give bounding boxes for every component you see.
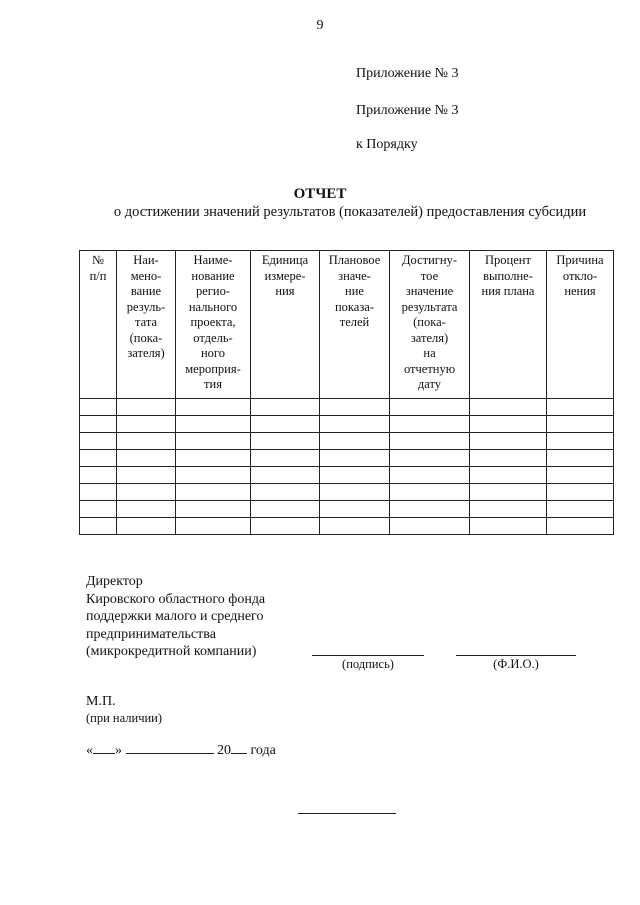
table-cell (390, 484, 470, 501)
table-cell (176, 518, 251, 535)
table-cell (80, 484, 117, 501)
annex-line-1: Приложение № 3 (356, 66, 459, 81)
year-blank (231, 741, 247, 754)
table-cell (320, 416, 390, 433)
table-body (80, 399, 614, 535)
column-header-achieved-value: Достигну- тое значение результата (пока- зателя) на отчетную дату (390, 251, 470, 399)
table-cell (547, 399, 614, 416)
table-row (80, 518, 614, 535)
table-cell (176, 433, 251, 450)
year-suffix: года (250, 743, 276, 758)
table-cell (390, 518, 470, 535)
column-header-number: № п/п (80, 251, 117, 399)
table-cell (320, 450, 390, 467)
bottom-line (298, 813, 396, 814)
table-cell (80, 433, 117, 450)
table-cell (470, 416, 547, 433)
table-cell (176, 484, 251, 501)
table-cell (80, 467, 117, 484)
table-cell (547, 433, 614, 450)
table-cell (320, 399, 390, 416)
table-cell (80, 501, 117, 518)
table-cell (547, 467, 614, 484)
table-cell (117, 416, 176, 433)
table-cell (117, 399, 176, 416)
stamp-label: М.П. (86, 694, 116, 709)
table-cell (547, 518, 614, 535)
table-cell (176, 467, 251, 484)
table-cell (251, 484, 320, 501)
column-header-percent: Процент выполне- ния плана (470, 251, 547, 399)
table-cell (470, 433, 547, 450)
table-cell (251, 518, 320, 535)
column-header-project-name: Наиме- нование регио- нального проекта, отдель- ного мероприя- тия (176, 251, 251, 399)
table-row (80, 433, 614, 450)
month-blank (126, 741, 214, 754)
table-cell (117, 450, 176, 467)
table-cell (390, 399, 470, 416)
table-cell (176, 450, 251, 467)
table-cell (251, 416, 320, 433)
document-subtitle: о достижении значений результатов (показателей) предоставления субсидии (113, 204, 587, 220)
day-blank (93, 741, 115, 754)
column-header-result-name: Наи- мено- вание резуль- тата (пока- зателя) (117, 251, 176, 399)
page-number: 9 (316, 18, 324, 33)
table-row (80, 484, 614, 501)
table-cell (320, 518, 390, 535)
table-cell (547, 484, 614, 501)
table-row (80, 399, 614, 416)
table-cell (320, 501, 390, 518)
stamp-note: (при наличии) (86, 711, 163, 725)
table-cell (117, 484, 176, 501)
table-cell (117, 501, 176, 518)
table-cell (470, 518, 547, 535)
date-open-quote: « (86, 743, 93, 758)
name-caption: (Ф.И.О.) (493, 657, 539, 671)
table-row (80, 416, 614, 433)
table-cell (176, 399, 251, 416)
annex-line-3: к Порядку (356, 137, 418, 152)
table-cell (251, 450, 320, 467)
director-title: Директор Кировского областного фонда поддержки малого и среднего предпринимательства (микрокредитной компании) (86, 574, 266, 659)
table-cell (117, 518, 176, 535)
date-line (86, 741, 276, 759)
table-row (80, 467, 614, 484)
date-close-quote: » (115, 743, 122, 758)
table-row (80, 501, 614, 518)
table-cell (251, 433, 320, 450)
table-cell (547, 416, 614, 433)
annex-line-2: Приложение № 3 (356, 103, 459, 118)
table-cell (176, 416, 251, 433)
table-row (80, 450, 614, 467)
table-cell (80, 416, 117, 433)
table-cell (470, 399, 547, 416)
table-cell (470, 484, 547, 501)
column-header-planned-value: Плановое значе- ние показа- телей (320, 251, 390, 399)
table-cell (117, 433, 176, 450)
table-cell (390, 501, 470, 518)
signature-caption: (подпись) (342, 657, 394, 671)
table-cell (117, 467, 176, 484)
table-cell (547, 501, 614, 518)
table-cell (80, 518, 117, 535)
table-cell (470, 501, 547, 518)
table-cell (176, 501, 251, 518)
table-cell (320, 484, 390, 501)
table-cell (251, 501, 320, 518)
table-cell (251, 399, 320, 416)
year-prefix: 20 (217, 743, 231, 758)
name-line (456, 655, 576, 656)
table-cell (320, 433, 390, 450)
table-cell (390, 433, 470, 450)
report-table (79, 250, 614, 535)
table-header-row (80, 251, 614, 399)
table-cell (470, 450, 547, 467)
table-cell (547, 450, 614, 467)
table-cell (470, 467, 547, 484)
table-cell (80, 399, 117, 416)
signature-line (312, 655, 424, 656)
column-header-unit: Единица измере- ния (251, 251, 320, 399)
table-cell (390, 467, 470, 484)
table-cell (390, 416, 470, 433)
column-header-reason: Причина откло- нения (547, 251, 614, 399)
table-cell (80, 450, 117, 467)
document-title: ОТЧЕТ (293, 186, 347, 202)
table-cell (320, 467, 390, 484)
table-cell (251, 467, 320, 484)
table-cell (390, 450, 470, 467)
